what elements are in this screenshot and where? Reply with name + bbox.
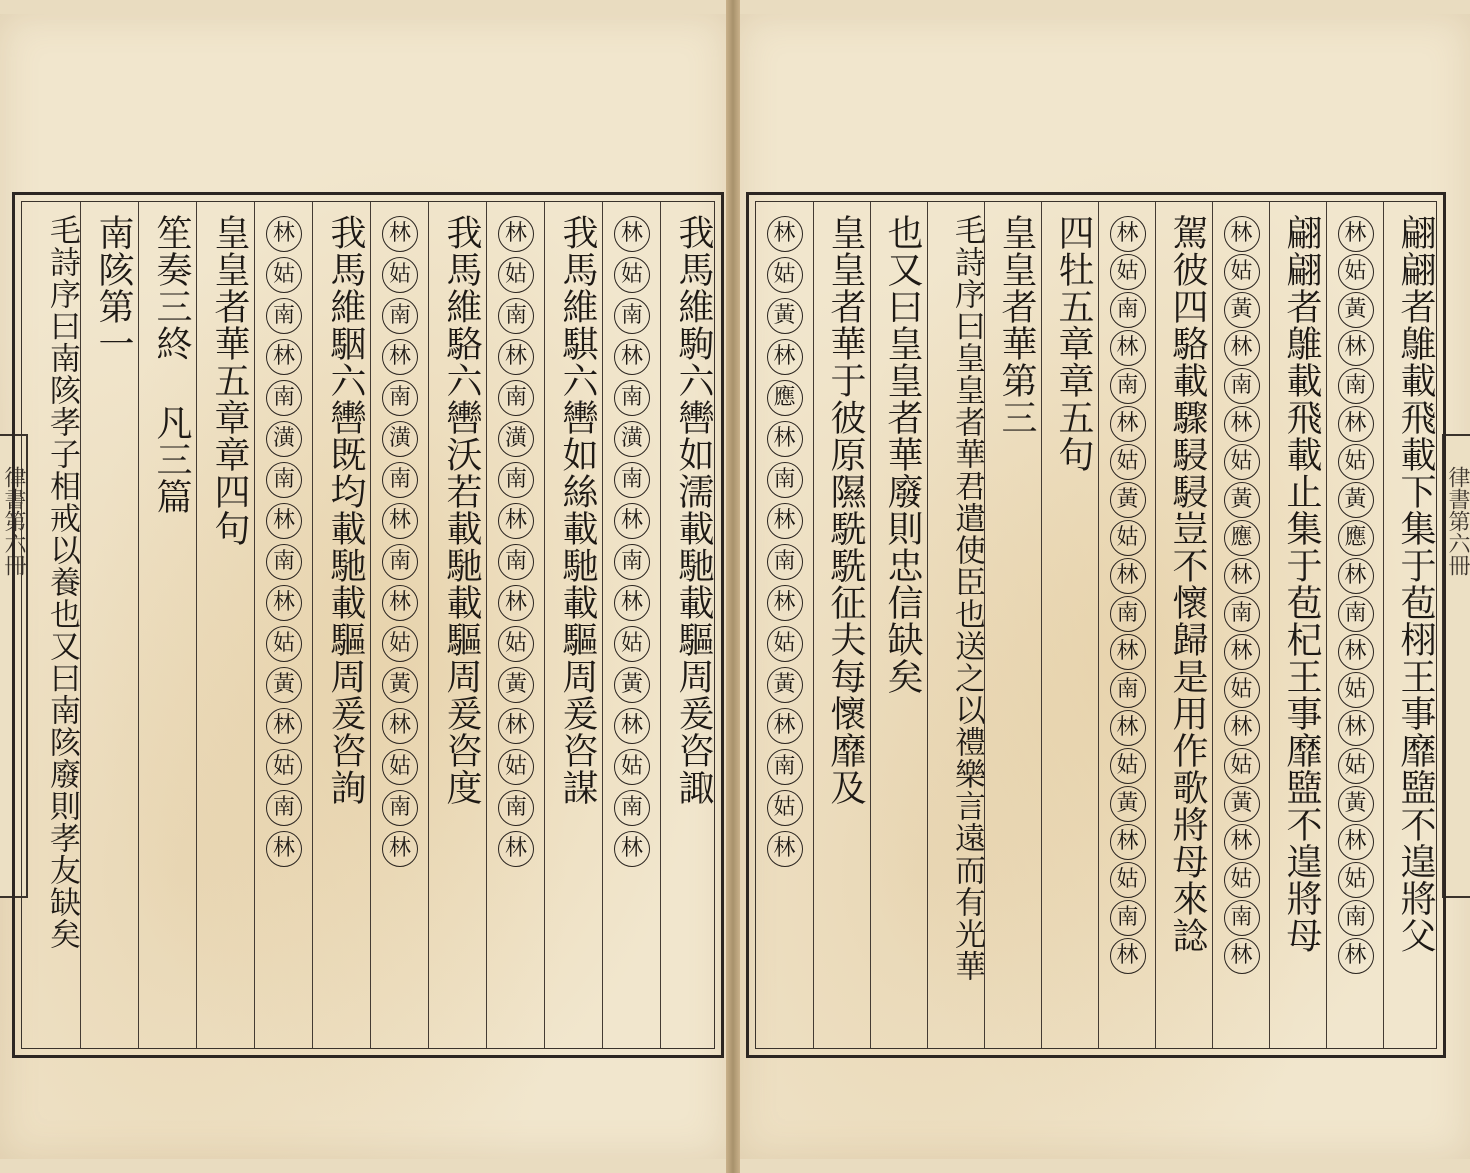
right-fore-edge-label	[1442, 434, 1470, 898]
circled-pitch-note: 姑	[382, 257, 418, 293]
circled-pitch-note: 南	[498, 544, 534, 580]
text-column	[927, 202, 985, 1048]
column-text: 我馬維駒六轡如濡載馳載驅周爰咨諏	[673, 214, 714, 806]
circled-pitch-note: 南	[382, 462, 418, 498]
circled-pitch-note: 南	[767, 462, 803, 498]
circled-pitch-note: 黃	[1110, 482, 1146, 518]
notation-column	[487, 216, 545, 872]
circled-pitch-note: 林	[266, 216, 302, 252]
circled-pitch-note: 黃	[1338, 482, 1374, 518]
circled-pitch-note: 林	[498, 831, 534, 867]
circled-pitch-note: 姑	[767, 790, 803, 826]
notation-column	[1213, 216, 1270, 976]
column-text: 笙奏三終 凡三篇	[151, 214, 192, 515]
column-text: 也又曰皇皇者華廢則忠信缺矣	[882, 214, 923, 695]
circled-pitch-note: 姑	[1338, 748, 1374, 784]
edge-label-text: 律書第六冊	[1, 466, 26, 576]
text-column	[312, 202, 371, 1048]
circled-pitch-note: 南	[614, 544, 650, 580]
circled-pitch-note: 林	[1110, 938, 1146, 974]
circled-pitch-note: 姑	[1338, 444, 1374, 480]
circled-pitch-note: 林	[614, 585, 650, 621]
circled-pitch-note: 林	[614, 708, 650, 744]
circled-pitch-note: 林	[1110, 710, 1146, 746]
circled-pitch-note: 南	[767, 544, 803, 580]
text-column	[984, 202, 1042, 1048]
circled-pitch-note: 南	[614, 298, 650, 334]
circled-pitch-note: 林	[1338, 330, 1374, 366]
circled-pitch-note: 林	[767, 585, 803, 621]
column-text: 毛詩序曰皇皇者華君遣使臣也送之以禮樂言遠而有光華	[949, 214, 985, 982]
column-text: 我馬維騏六轡如絲載馳載驅周爰咨謀	[557, 214, 598, 806]
circled-pitch-note: 南	[767, 749, 803, 785]
notation-column	[1099, 216, 1156, 976]
circled-pitch-note: 應	[1224, 520, 1260, 556]
notation-column	[255, 216, 313, 872]
circled-pitch-note: 姑	[1224, 748, 1260, 784]
circled-pitch-note: 黃	[1224, 482, 1260, 518]
circled-pitch-note: 林	[266, 708, 302, 744]
circled-pitch-note: 林	[498, 585, 534, 621]
column-text: 南陔第一	[93, 214, 134, 362]
text-column	[660, 202, 719, 1048]
circled-pitch-note: 林	[382, 708, 418, 744]
circled-pitch-note: 姑	[1224, 254, 1260, 290]
circled-pitch-note: 林	[498, 216, 534, 252]
circled-pitch-note: 姑	[1110, 254, 1146, 290]
circled-pitch-note: 姑	[767, 257, 803, 293]
column-text: 四牡五章章五句	[1053, 214, 1094, 473]
notation-column	[1327, 216, 1384, 976]
text-column	[544, 202, 603, 1048]
text-column	[1098, 202, 1156, 1048]
circled-pitch-note: 南	[1110, 292, 1146, 328]
circled-pitch-note: 姑	[1110, 520, 1146, 556]
circled-pitch-note: 南	[498, 462, 534, 498]
text-column	[813, 202, 871, 1048]
circled-pitch-note: 林	[382, 339, 418, 375]
circled-pitch-note: 姑	[382, 749, 418, 785]
circled-pitch-note: 南	[498, 298, 534, 334]
circled-pitch-note: 林	[1110, 216, 1146, 252]
circled-pitch-note: 姑	[614, 257, 650, 293]
circled-pitch-note: 南	[382, 790, 418, 826]
circled-pitch-note: 林	[614, 831, 650, 867]
circled-pitch-note: 姑	[498, 749, 534, 785]
text-column	[870, 202, 928, 1048]
circled-pitch-note: 林	[614, 216, 650, 252]
circled-pitch-note: 林	[382, 585, 418, 621]
circled-pitch-note: 黃	[498, 667, 534, 703]
circled-pitch-note: 林	[1338, 634, 1374, 670]
circled-pitch-note: 林	[1338, 406, 1374, 442]
circled-pitch-note: 林	[382, 831, 418, 867]
circled-pitch-note: 林	[498, 503, 534, 539]
text-column	[1212, 202, 1270, 1048]
circled-pitch-note: 姑	[498, 626, 534, 662]
circled-pitch-note: 黃	[1338, 292, 1374, 328]
circled-pitch-note: 姑	[1110, 862, 1146, 898]
circled-pitch-note: 林	[614, 339, 650, 375]
circled-pitch-note: 南	[498, 790, 534, 826]
text-column	[1155, 202, 1213, 1048]
circled-pitch-note: 潢	[614, 421, 650, 457]
circled-pitch-note: 南	[614, 462, 650, 498]
column-text: 駕彼四駱載驟駸駸豈不懷歸是用作歌將母來諗	[1167, 214, 1208, 954]
circled-pitch-note: 姑	[266, 626, 302, 662]
column-text: 我馬維駰六轡既均載馳載驅周爰咨詢	[325, 214, 366, 806]
circled-pitch-note: 林	[1110, 406, 1146, 442]
column-text: 翩翩者鵻載飛載下集于苞栩王事靡盬不遑將父	[1395, 214, 1436, 954]
circled-pitch-note: 南	[266, 380, 302, 416]
circled-pitch-note: 姑	[266, 749, 302, 785]
circled-pitch-note: 南	[1110, 900, 1146, 936]
text-column	[602, 202, 661, 1048]
circled-pitch-note: 姑	[1110, 444, 1146, 480]
circled-pitch-note: 林	[1224, 634, 1260, 670]
text-column	[1326, 202, 1384, 1048]
circled-pitch-note: 林	[1110, 634, 1146, 670]
notation-column	[603, 216, 661, 872]
circled-pitch-note: 黃	[382, 667, 418, 703]
circled-pitch-note: 林	[1224, 710, 1260, 746]
circled-pitch-note: 南	[1338, 900, 1374, 936]
circled-pitch-note: 南	[1224, 368, 1260, 404]
circled-pitch-note: 南	[498, 380, 534, 416]
circled-pitch-note: 南	[382, 544, 418, 580]
column-text: 我馬維駱六轡沃若載馳載驅周爰咨度	[441, 214, 482, 806]
edge-label-text: 律書第六冊	[1445, 466, 1470, 576]
circled-pitch-note: 南	[382, 380, 418, 416]
circled-pitch-note: 黃	[1224, 292, 1260, 328]
circled-pitch-note: 林	[266, 585, 302, 621]
circled-pitch-note: 姑	[382, 626, 418, 662]
circled-pitch-note: 林	[382, 503, 418, 539]
circled-pitch-note: 林	[1110, 558, 1146, 594]
circled-pitch-note: 林	[266, 831, 302, 867]
circled-pitch-note: 應	[1338, 520, 1374, 556]
circled-pitch-note: 南	[614, 380, 650, 416]
circled-pitch-note: 林	[1224, 938, 1260, 974]
text-column	[428, 202, 487, 1048]
right-column-grid	[755, 201, 1437, 1049]
text-column	[1383, 202, 1441, 1048]
circled-pitch-note: 黃	[767, 667, 803, 703]
circled-pitch-note: 南	[1338, 368, 1374, 404]
column-text: 皇皇者華于彼原隰駪駪征夫每懷靡及	[825, 214, 866, 806]
circled-pitch-note: 應	[767, 380, 803, 416]
circled-pitch-note: 南	[266, 462, 302, 498]
circled-pitch-note: 林	[767, 216, 803, 252]
circled-pitch-note: 姑	[614, 749, 650, 785]
text-column	[756, 202, 813, 1048]
circled-pitch-note: 潢	[498, 421, 534, 457]
circled-pitch-note: 姑	[498, 257, 534, 293]
column-text: 毛詩序曰南陔孝子相戒以養也又曰南陔廢則孝友缺矣	[44, 214, 80, 950]
circled-pitch-note: 林	[767, 831, 803, 867]
circled-pitch-note: 黃	[767, 298, 803, 334]
circled-pitch-note: 林	[767, 503, 803, 539]
circled-pitch-note: 林	[614, 503, 650, 539]
column-text: 翩翩者鵻載飛載止集于苞杞王事靡盬不遑將母	[1281, 214, 1322, 954]
text-column	[138, 202, 197, 1048]
circled-pitch-note: 林	[498, 708, 534, 744]
circled-pitch-note: 南	[614, 790, 650, 826]
circled-pitch-note: 潢	[266, 421, 302, 457]
circled-pitch-note: 南	[1110, 672, 1146, 708]
circled-pitch-note: 黃	[1224, 786, 1260, 822]
circled-pitch-note: 林	[1224, 216, 1260, 252]
left-column-grid	[21, 201, 715, 1049]
text-column	[486, 202, 545, 1048]
circled-pitch-note: 姑	[614, 626, 650, 662]
text-column	[254, 202, 313, 1048]
text-column	[196, 202, 255, 1048]
circled-pitch-note: 南	[266, 790, 302, 826]
circled-pitch-note: 姑	[1224, 862, 1260, 898]
circled-pitch-note: 林	[1338, 938, 1374, 974]
circled-pitch-note: 林	[1338, 824, 1374, 860]
circled-pitch-note: 林	[767, 421, 803, 457]
circled-pitch-note: 南	[1110, 596, 1146, 632]
circled-pitch-note: 南	[382, 298, 418, 334]
circled-pitch-note: 黃	[1110, 786, 1146, 822]
text-column	[1041, 202, 1099, 1048]
circled-pitch-note: 林	[266, 503, 302, 539]
text-column	[370, 202, 429, 1048]
left-text-frame	[12, 192, 724, 1058]
circled-pitch-note: 南	[266, 544, 302, 580]
circled-pitch-note: 南	[1110, 368, 1146, 404]
circled-pitch-note: 姑	[1110, 748, 1146, 784]
circled-pitch-note: 姑	[1224, 672, 1260, 708]
notation-column	[371, 216, 429, 872]
circled-pitch-note: 南	[1338, 596, 1374, 632]
circled-pitch-note: 林	[1110, 824, 1146, 860]
circled-pitch-note: 林	[1224, 558, 1260, 594]
circled-pitch-note: 林	[1338, 558, 1374, 594]
text-column	[80, 202, 139, 1048]
circled-pitch-note: 姑	[1338, 254, 1374, 290]
circled-pitch-note: 姑	[1224, 444, 1260, 480]
circled-pitch-note: 林	[767, 339, 803, 375]
circled-pitch-note: 黃	[266, 667, 302, 703]
text-column	[1269, 202, 1327, 1048]
circled-pitch-note: 姑	[767, 626, 803, 662]
circled-pitch-note: 姑	[1338, 862, 1374, 898]
book-gutter	[726, 0, 740, 1173]
circled-pitch-note: 南	[1224, 596, 1260, 632]
notation-column	[756, 216, 813, 872]
circled-pitch-note: 林	[498, 339, 534, 375]
circled-pitch-note: 林	[266, 339, 302, 375]
circled-pitch-note: 潢	[382, 421, 418, 457]
circled-pitch-note: 南	[1224, 900, 1260, 936]
circled-pitch-note: 黃	[1338, 786, 1374, 822]
circled-pitch-note: 林	[1338, 216, 1374, 252]
circled-pitch-note: 林	[1224, 824, 1260, 860]
circled-pitch-note: 姑	[1338, 672, 1374, 708]
circled-pitch-note: 林	[382, 216, 418, 252]
text-column	[22, 202, 80, 1048]
circled-pitch-note: 林	[1224, 330, 1260, 366]
circled-pitch-note: 林	[1224, 406, 1260, 442]
circled-pitch-note: 姑	[266, 257, 302, 293]
circled-pitch-note: 南	[266, 298, 302, 334]
circled-pitch-note: 林	[767, 708, 803, 744]
column-text: 皇皇者華第三	[996, 214, 1037, 436]
circled-pitch-note: 林	[1338, 710, 1374, 746]
right-text-frame	[746, 192, 1446, 1058]
column-text: 皇皇者華五章章四句	[209, 214, 250, 547]
circled-pitch-note: 林	[1110, 330, 1146, 366]
circled-pitch-note: 黃	[614, 667, 650, 703]
